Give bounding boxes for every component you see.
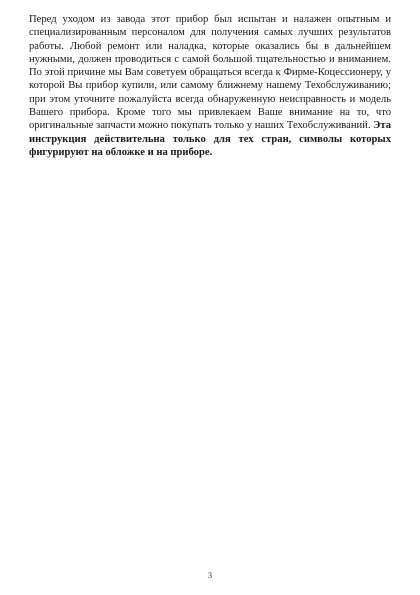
paragraph-text: Перед уходом из завода этот прибор был испытан и налажен опытным и специализированным персоналом для получения самых лучших результатов работы. Любой ремонт или наладка, которые оказались бы в дальнейшем нужными, должен проводиться с самой большой тщательностью и вниманием. По этой причине мы Вам советуем обращаться всегда к Фирме-Коцессионеру, у которой Вы прибор купили, или самому ближнему нашему Техобслуживанию; при этом уточните пожалуйста всегда обнаруженную неисправность и модель Вашего прибора. Кроме того мы привлекаем Ваше внимание на то, что оригинальные запчасти можно покупать только у наших Техобслуживаний. <box>29 14 391 132</box>
body-paragraph <box>29 13 391 159</box>
paragraph-emphasis: Эта инструкция действительна только для тех стран, символы которых фигурируют на обложке и на приборе. <box>29 120 391 158</box>
page-number: 3 <box>208 571 212 580</box>
